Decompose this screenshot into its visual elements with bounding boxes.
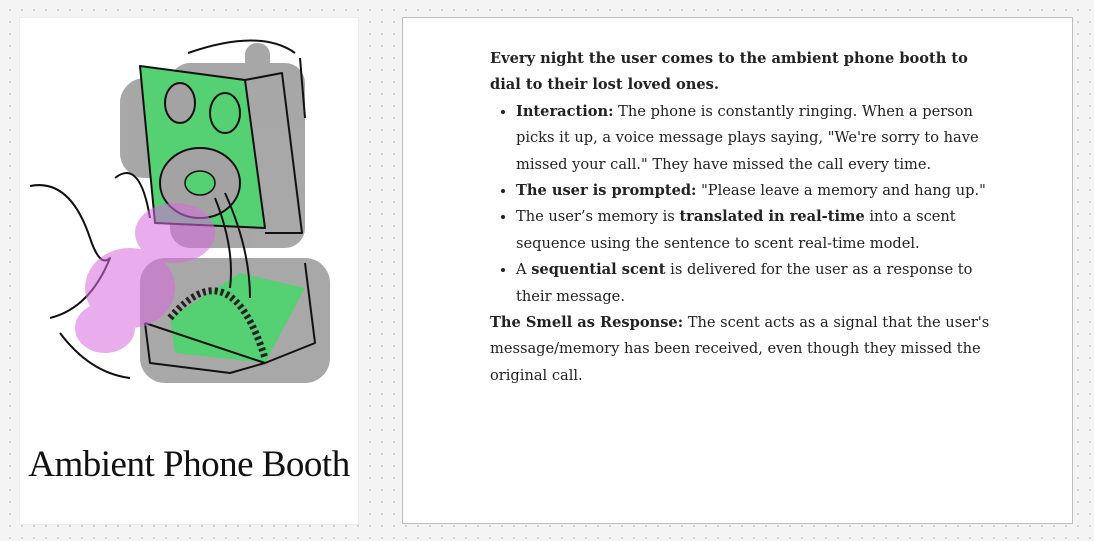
intro-heading: Every night the user comes to the ambient phone booth to dial to their lost loved ones. [490, 50, 968, 94]
poster-card [19, 17, 359, 525]
bullet-prefix: The user’s memory is [516, 208, 680, 226]
list-item [516, 204, 995, 257]
phone-booth-illustration [20, 18, 358, 438]
closing-paragraph [490, 310, 995, 389]
list-item [516, 257, 995, 310]
bullet-bold: translated in real-time [679, 208, 865, 226]
bullet-text: into a scent sequence using the sentence to scent real-time model. [516, 208, 956, 252]
bullet-text: The phone is constantly ringing. When a person picks it up, a voice message plays saying, "We're sorry to have missed your call." They have missed the call every time. [516, 102, 979, 173]
description-card [402, 17, 1073, 524]
closing-bold: The Smell as Response: [490, 314, 684, 332]
poster-title: Ambient Phone Booth [28, 444, 350, 485]
bullet-bold: The user is prompted: [516, 182, 697, 200]
bullet-text: is delivered for the user as a response to their message. [516, 261, 973, 305]
closing-text: The scent acts as a signal that the user's message/memory has been received, even though they missed the original call. [490, 314, 990, 384]
list-item [516, 99, 995, 178]
bullet-text: "Please leave a memory and hang up." [696, 182, 986, 200]
description-text [490, 46, 995, 389]
bullet-prefix: A [516, 261, 532, 279]
bullet-bold: Interaction: [516, 102, 614, 120]
list-item [516, 178, 995, 204]
feature-list [490, 99, 995, 310]
bullet-bold: sequential scent [531, 261, 666, 279]
